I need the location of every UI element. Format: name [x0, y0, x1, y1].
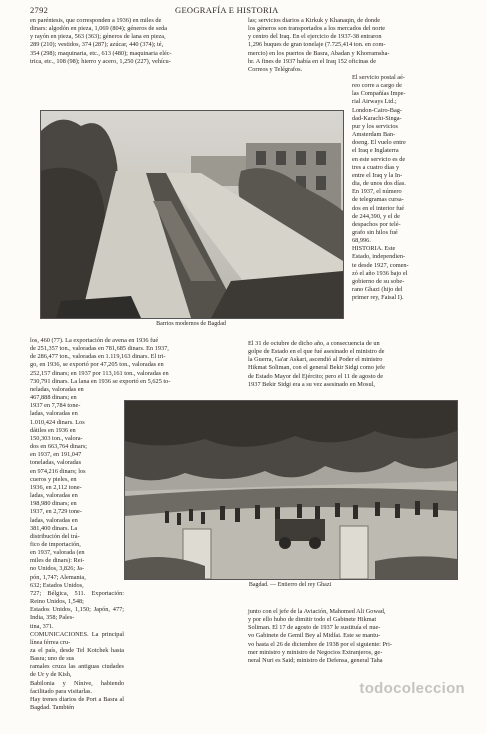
text-line: HISTORIA. Este	[352, 245, 396, 253]
text-line: y por ello hubo de dimitir todo el Gabinete Hikmat	[248, 616, 377, 624]
text-column-right-narrow	[352, 74, 456, 302]
text-line: fico de importación,	[30, 540, 81, 548]
text-line: dinars: algodón en pieza, 1,069 (804); géneros de seda	[30, 25, 168, 33]
text-line: dad-Karachi-Singa-	[352, 114, 402, 122]
text-line: pur y los servicios	[352, 122, 398, 130]
text-line: junto con el jefe de la Aviación, Mahomed Ali Gowad,	[248, 608, 386, 615]
text-column-top-left	[30, 17, 242, 66]
text-line: 150,303 ton., valora-	[30, 434, 83, 442]
funeral-procession-illustration	[125, 401, 457, 579]
watermark: todocoleccion	[359, 680, 465, 697]
text-line: 727; Bélgica, 511. Exportación: Reino Unidos, 1,548;	[30, 589, 124, 606]
text-line: 1937, en 2,729 tone-	[30, 508, 82, 516]
text-line: 1.010,424 dinars. Los	[30, 418, 85, 426]
text-line: 1937 Bekir Sidgi era a su vez asesinado en Mosul,	[248, 380, 375, 388]
text-line: vo Gabinete de Gemil Bey al Midfai. Este se mantu-	[248, 632, 381, 640]
text-line: ladas, valoradas en	[30, 410, 78, 418]
text-line: 198,980 dinars; en	[30, 500, 77, 508]
text-line: vo hasta el 26 de diciembre de 1938 por el siguiente: Pri-	[248, 640, 392, 648]
text-line: Estados Unidos, 1,150; Japón, 477; India, 358; Pales-	[30, 606, 124, 622]
text-line: Hikmat Soliman, con el general Bekir Sidgi como jefe	[248, 364, 385, 372]
text-line: hr. A fines de 1937 había en el Iraq 152 oficinas de	[248, 57, 377, 65]
text-line: ladas, valoradas en	[30, 516, 78, 524]
text-line: en 974,216 dinars; los	[30, 467, 86, 475]
text-line: 1,296 buques de gran tonelaje (7.725,414 ton. en com-	[248, 41, 386, 49]
text-line: neladas, valoradas en	[30, 386, 84, 393]
text-line: 730,791 dinars. La lana en 1936 se exportó en 5,625 to-	[30, 377, 171, 385]
text-line: doeng. El vuelo entre	[352, 139, 406, 147]
text-line: go, en 1936, se exportó por 47,205 ton., valoradas en	[30, 361, 164, 369]
text-line: Babilonia y Nínive, habiendo facilitado para visitarlas.	[30, 679, 124, 695]
text-line: mercio) en los puertos de Basra, Abadan y Khorramsha-	[248, 49, 390, 57]
text-line: reo corre a cargo de	[352, 82, 402, 90]
text-line: y rayón en pieza, 563 (363); géneros de lana en pieza,	[30, 33, 166, 41]
text-line: dos en el interior fué	[352, 204, 405, 212]
text-line: de 286,477 ton., valoradas en 1.119,163 dinars. El tri-	[30, 353, 166, 361]
text-line: dos en 663,764 dinars;	[30, 443, 88, 451]
text-line: neral Nuri es Said; ministro de Defensa, general Taha	[248, 656, 383, 664]
text-line: de 244,390, y el de	[352, 212, 400, 220]
text-line: dátiles en 1936 en	[30, 426, 76, 434]
text-line: no Unidos, 3,826; Ja-	[30, 565, 85, 573]
text-line: gobierno de su sobe-	[352, 277, 405, 285]
text-line: cueros y pieles, en	[30, 475, 77, 483]
text-line: grafo sin hilos fué	[352, 228, 398, 236]
text-line: entre el Iraq y la In-	[352, 171, 403, 179]
text-line: los, 460 (77). La exportación de avena en 1936 fué	[30, 337, 159, 344]
text-line: pón, 1,747; Alemania,	[30, 573, 86, 581]
text-line: en este servicio es de	[352, 155, 406, 163]
text-line: mer ministro y ministro de Negocios Extranjeros, ge-	[248, 648, 383, 656]
text-line: de 251,357 ton., valoradas en 781,685 dinars. En 1937,	[30, 345, 169, 353]
text-line: Estado, independien-	[352, 253, 406, 261]
text-column-top-right	[248, 17, 454, 74]
text-line: trica, etc., 108 (98); hierro y acero, 1,250 (227), vehícu-	[30, 57, 171, 65]
text-line: en 1937, valorada (en	[30, 549, 85, 557]
text-line: 68,996.	[352, 237, 371, 245]
text-line: COMUNICACIONES. La principal línea férrea cru-	[30, 630, 124, 646]
text-line: toneladas, valoradas	[30, 459, 82, 467]
text-line: en 1937, en 191,047	[30, 451, 82, 459]
text-column-bottom-right	[248, 608, 454, 665]
text-line: Correos y Telégrafos.	[248, 65, 303, 73]
text-line: ladas, valoradas en	[30, 492, 78, 500]
text-line: tina, 371.	[30, 622, 54, 630]
text-line: rano Ghazi (hijo del	[352, 286, 403, 294]
text-line: 467,888 dinars; en	[30, 394, 77, 402]
text-column-middle-left	[30, 337, 240, 386]
text-line: las Compañías Impe-	[352, 90, 406, 98]
text-line: 1937 en 7,784 tone-	[30, 402, 81, 410]
text-line: primer rey, Faisal I).	[352, 294, 404, 302]
text-line: 252,157 dinars; en 1937 por 113,161 ton., valoradas en	[30, 369, 169, 377]
text-line: Soliman. El 17 de agosto de 1937 le sustituía el nue-	[248, 624, 381, 632]
photo-king-funeral	[124, 400, 458, 580]
text-line: y centro del Iraq. En el ejercicio de 1937-38 entraron	[248, 33, 382, 41]
text-line: zó el año 1936 bajo el	[352, 269, 408, 277]
text-line: ramales cruza las antiguas ciudades de Ur y de Kish,	[30, 663, 124, 679]
text-line: los géneros son transportados a los mercados del norte	[248, 25, 386, 33]
street-scene-illustration	[41, 111, 343, 318]
text-line: despachos por telé-	[352, 220, 401, 228]
text-line: El 31 de octubre de dicho año, a consecuencia de un	[248, 340, 380, 347]
text-line: dia, de unos dos días.	[352, 180, 406, 188]
text-column-middle-right	[248, 340, 454, 389]
text-line: golpe de Estado en el que fué asesinado el ministro de	[248, 348, 385, 356]
text-line: 354 (298); maquinaria, etc., 613 (480); maquinaria eléc-	[30, 49, 172, 57]
text-line: te desde 1927, comen-	[352, 261, 409, 269]
text-line: en paréntesis, que corresponden a 1936) en miles de	[30, 17, 162, 24]
photo-modern-neighborhoods	[40, 110, 344, 319]
text-line: Hay trenes diarios de Port a Basra al Bagdad. También	[30, 695, 124, 712]
text-line: miles de dinars): Rei-	[30, 557, 85, 565]
text-line: Amsterdam Ban-	[352, 131, 396, 139]
text-line: 289 (210); vestidos, 374 (287); azúcar, 440 (374); té,	[30, 41, 164, 49]
page-number: 2792	[30, 5, 49, 15]
running-title: GEOGRAFÍA E HISTORIA	[175, 5, 279, 15]
text-line: 632; Estados Unidos,	[30, 581, 84, 589]
text-line: rial Airways Ltd.;	[352, 98, 397, 106]
text-line: el Iraq e Inglaterra	[352, 147, 399, 155]
text-line: de telegramas cursa-	[352, 196, 404, 204]
text-line: de Estado Mayor del Ejército; pero el 11 de agosto de	[248, 372, 384, 380]
text-line: London-Cairo-Bag-	[352, 106, 403, 114]
text-line: El servicio postal aé-	[352, 74, 405, 81]
text-line: la Guerra, Ga'ar Askari, ascendió al Poder el ministro	[248, 356, 383, 364]
text-line: distribución del trá-	[30, 532, 80, 540]
text-line: 1936, en 2,112 tone-	[30, 483, 82, 491]
caption-bottom-photo: Bagdad. — Entierro del rey Ghazi	[248, 582, 332, 588]
text-line: las; servicios diarios a Kirkuk y Khanaqin, de donde	[248, 17, 381, 24]
text-column-left-narrow	[30, 386, 124, 712]
text-line: 381,400 dinars. La	[30, 524, 78, 532]
caption-top-photo: Barrios modernos de Bagdad	[156, 321, 226, 327]
text-line: tres a cuatro días y	[352, 163, 400, 171]
text-line: za el país, desde Tel Kotchek hasta Basra; uno de sus	[30, 647, 124, 663]
text-line: En 1937, el número	[352, 188, 402, 196]
